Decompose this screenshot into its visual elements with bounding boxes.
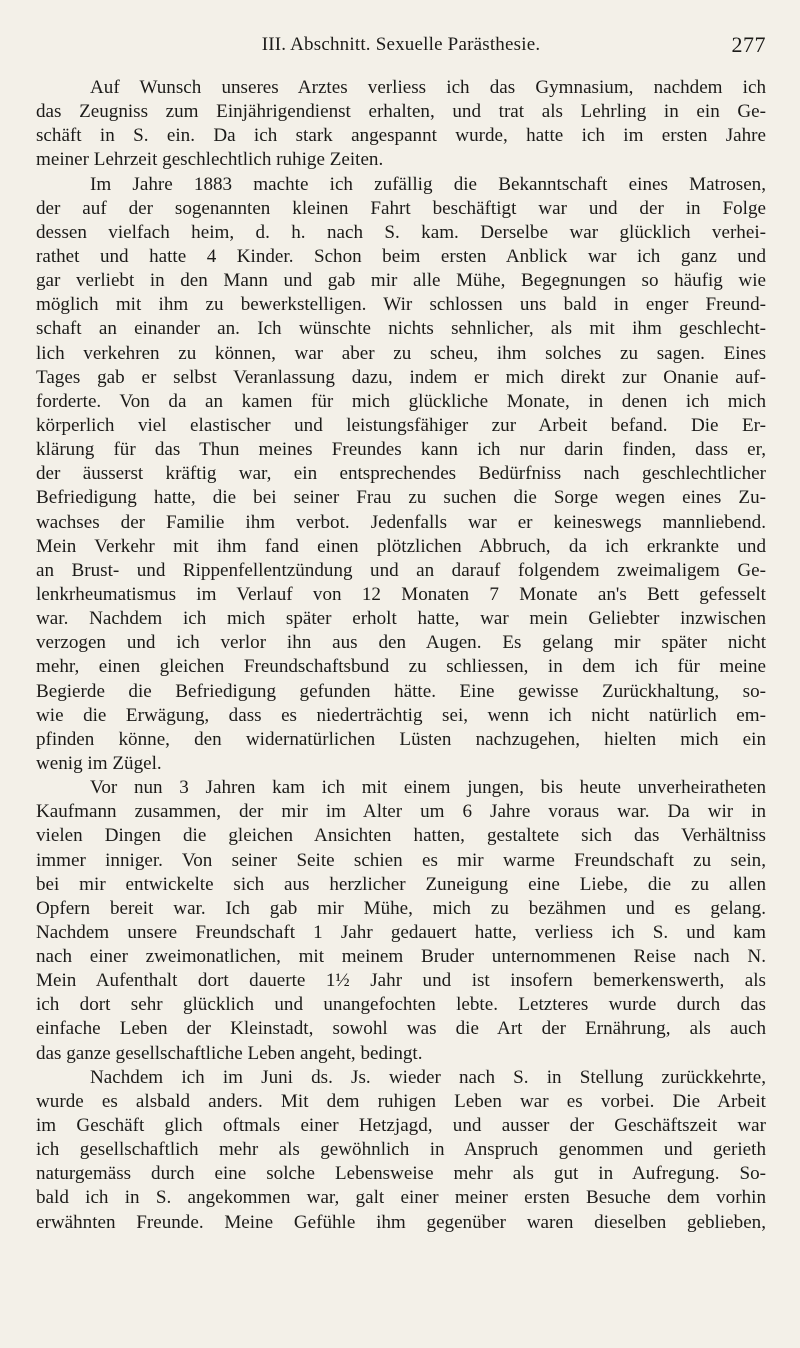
text-line: das ganze gesellschaftliche Leben angeht, bedingt. [36, 1042, 423, 1064]
running-head [36, 30, 766, 64]
text-line: forderte. Von da an kamen für mich glückliche Monate, in denen ich mich [36, 390, 766, 412]
text-line: der äusserst kräftig war, ein entsprechendes Bedürfniss nach geschlechtlicher [36, 463, 766, 485]
text-line: körperlich viel elastischer und leistungsfähiger zur Arbeit befand. Die Er- [36, 414, 766, 436]
text-line: gar verliebt in den Mann und gab mir alle Mühe, Begegnungen so häufig wie [36, 270, 766, 292]
paragraph [36, 76, 766, 173]
text-line: dessen vielfach heim, d. h. nach S. kam. Derselbe war glücklich verhei- [36, 221, 766, 243]
text-line: wurde es alsbald anders. Mit dem ruhigen Leben war es vorbei. Die Arbeit [36, 1090, 766, 1112]
text-line: Nachdem ich im Juni ds. Js. wieder nach S. in Stellung zurückkehrte, [90, 1066, 766, 1088]
text-line: im Geschäft glich oftmals einer Hetzjagd, und ausser der Geschäftszeit war [36, 1115, 766, 1137]
text-line: schaft an einander an. Ich wünschte nichts sehnlicher, als mit ihm geschlecht- [36, 318, 766, 340]
body-text [36, 76, 766, 1235]
text-line: der auf der sogenannten kleinen Fahrt beschäftigt war und der in Folge [36, 197, 766, 219]
text-line: einfache Leben der Kleinstadt, sowohl was die Art der Ernährung, als auch [36, 1018, 766, 1040]
text-line: nach einer zweimonatlichen, mit meinem Bruder unternommenen Reise nach N. [36, 946, 766, 968]
paragraph [36, 1066, 766, 1235]
text-line: Im Jahre 1883 machte ich zufällig die Bekanntschaft eines Matrosen, [90, 173, 766, 195]
text-line: immer inniger. Von seiner Seite schien es mir warme Freundschaft zu sein, [36, 849, 766, 871]
text-line: lenkrheumatismus im Verlauf von 12 Monaten 7 Monate an's Bett gefesselt [36, 583, 766, 605]
paragraph [36, 776, 766, 1066]
text-line: vielen Dingen die gleichen Ansichten hatten, gestaltete sich das Verhältniss [36, 825, 766, 847]
text-line: erwähnten Freunde. Meine Gefühle ihm gegenüber waren dieselben geblieben, [36, 1211, 766, 1233]
text-line: Mein Aufenthalt dort dauerte 1½ Jahr und ist insofern bemerkenswerth, als [36, 970, 766, 992]
text-line: verzogen und ich verlor ihn aus den Augen. Es gelang mir später nicht [36, 632, 766, 654]
text-line: pfinden könne, den widernatürlichen Lüsten nachzugehen, hielten mich ein [36, 728, 766, 750]
text-line: das Zeugniss zum Einjährigendienst erhalten, und trat als Lehrling in ein Ge- [36, 101, 766, 123]
text-line: Opfern bereit war. Ich gab mir Mühe, mich zu bezähmen und es gelang. [36, 897, 766, 919]
text-line: bei mir entwickelte sich aus herzlicher Zuneigung eine Liebe, die zu allen [36, 873, 766, 895]
text-line: naturgemäss durch eine solche Lebensweise mehr als gut in Aufregung. So- [36, 1163, 766, 1185]
text-line: wenig im Zügel. [36, 752, 162, 774]
text-line: Begierde die Befriedigung gefunden hätte. Eine gewisse Zurückhaltung, so- [36, 680, 766, 702]
text-line: möglich mit ihm zu bewerkstelligen. Wir schlossen uns bald in enger Freund- [36, 294, 766, 316]
text-line: Vor nun 3 Jahren kam ich mit einem jungen, bis heute unverheiratheten [90, 777, 766, 799]
text-line: Nachdem unsere Freundschaft 1 Jahr gedauert hatte, verliess ich S. und kam [36, 921, 766, 943]
text-line: lich verkehren zu können, war aber zu scheu, ihm solches zu sagen. Eines [36, 342, 766, 364]
text-line: ich dort sehr glücklich und unangefochten lebte. Letzteres wurde durch das [36, 994, 766, 1016]
page-number: 277 [731, 32, 766, 57]
text-line: war. Nachdem ich mich später erholt hatte, war mein Geliebter inzwischen [36, 608, 766, 630]
text-line: wie die Erwägung, dass es niederträchtig sei, wenn ich nicht natürlich em- [36, 704, 766, 726]
text-line: ich gesellschaftlich mehr als gewöhnlich in Anspruch genommen und gerieth [36, 1139, 766, 1161]
text-line: schäft in S. ein. Da ich stark angespannt wurde, hatte ich im ersten Jahre [36, 125, 766, 147]
text-line: bald ich in S. angekommen war, galt einer meiner ersten Besuche dem vorhin [36, 1187, 766, 1209]
text-line: Auf Wunsch unseres Arztes verliess ich das Gymnasium, nachdem ich [90, 77, 766, 98]
text-line: Kaufmann zusammen, der mir im Alter um 6 Jahre voraus war. Da wir in [36, 801, 766, 823]
text-line: wachses der Familie ihm verbot. Jedenfalls war er keineswegs mannliebend. [36, 511, 766, 533]
section-title: III. Abschnitt. Sexuelle Parästhesie. [261, 34, 541, 55]
text-line: klärung für das Thun meines Freundes kann ich nur darin finden, dass er, [36, 439, 766, 461]
text-line: rathet und hatte 4 Kinder. Schon beim ersten Anblick war ich ganz und [36, 245, 766, 267]
paragraph [36, 173, 766, 777]
text-line: Mein Verkehr mit ihm fand einen plötzlichen Abbruch, da ich erkrankte und [36, 535, 766, 557]
text-line: Tages gab er selbst Veranlassung dazu, indem er mich direkt zur Onanie auf- [36, 366, 766, 388]
text-line: an Brust- und Rippenfellentzündung und an darauf folgendem zweimaligem Ge- [36, 559, 766, 581]
text-line: mehr, einen gleichen Freundschaftsbund zu schliessen, in dem ich für meine [36, 656, 766, 678]
text-line: Befriedigung hatte, die bei seiner Frau zu suchen die Sorge wegen eines Zu- [36, 487, 766, 509]
text-line: meiner Lehrzeit geschlechtlich ruhige Zeiten. [36, 149, 384, 171]
